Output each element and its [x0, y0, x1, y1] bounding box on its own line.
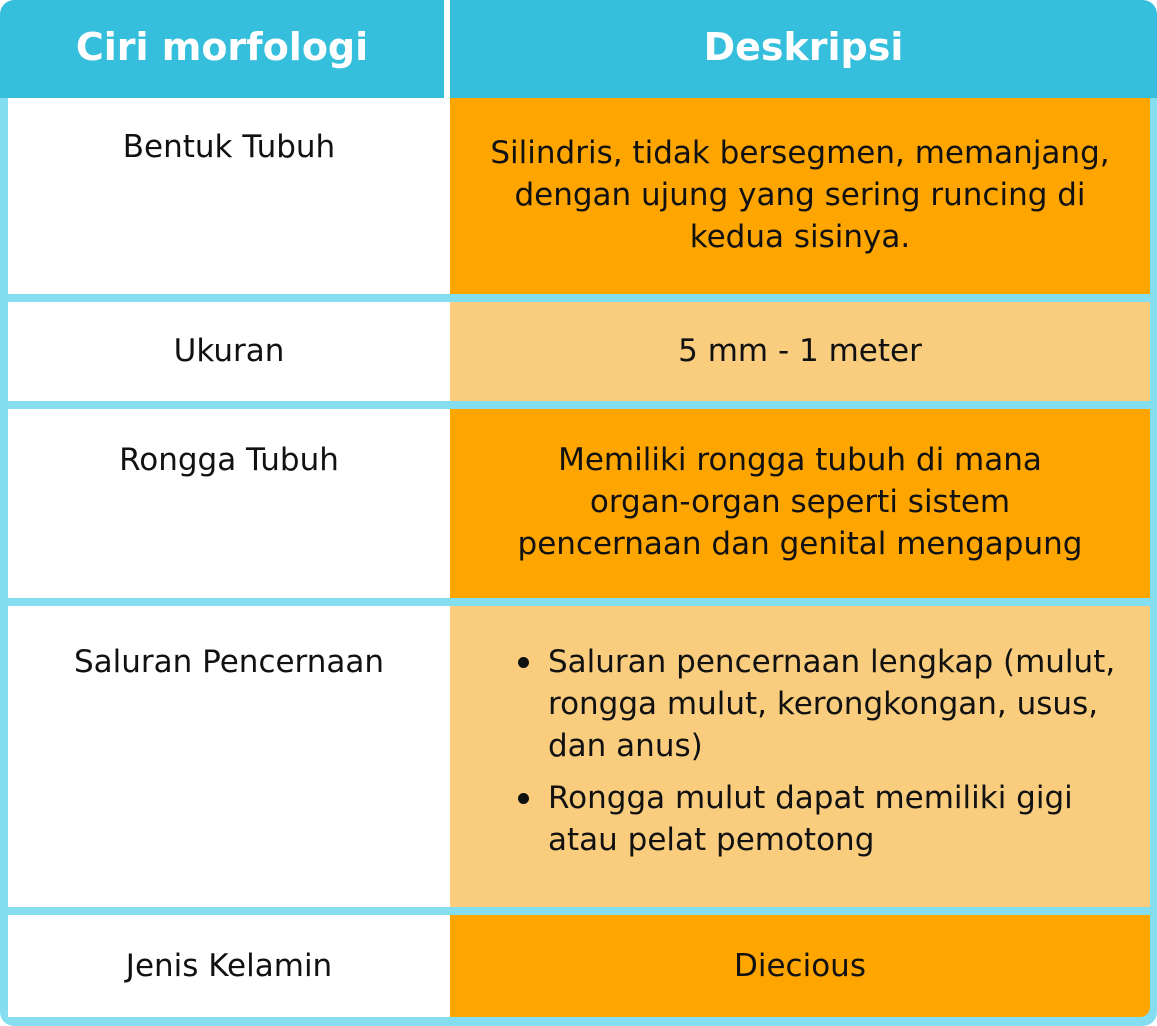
- desc-line: Diecious: [734, 948, 866, 984]
- desc-line: dengan ujung yang sering runcing di: [514, 177, 1086, 213]
- header-ciri-morfologi: Ciri morfologi: [0, 0, 444, 98]
- row-label-ukuran: [8, 302, 450, 401]
- row-label-saluran-pencernaan: [8, 606, 450, 907]
- row-label-jenis-kelamin: [8, 915, 450, 1017]
- desc-line: Memiliki rongga tubuh di mana: [558, 442, 1042, 478]
- bullet-line: dan anus): [548, 728, 703, 764]
- table-header: [0, 0, 1157, 98]
- row-label-bentuk-tubuh: [8, 98, 450, 294]
- desc-line: 5 mm - 1 meter: [678, 333, 922, 369]
- label-text: Jenis Kelamin: [125, 948, 333, 984]
- bullet-item: [480, 641, 1140, 767]
- row-label-rongga-tubuh: [8, 409, 450, 598]
- bullet-line: Saluran pencernaan lengkap (mulut,: [548, 644, 1116, 680]
- desc-line: kedua sisinya.: [689, 219, 911, 255]
- bullet-list: [480, 641, 1140, 861]
- bullet-item: [480, 777, 1140, 861]
- label-text: Bentuk Tubuh: [122, 129, 336, 165]
- row-desc-saluran-pencernaan: [450, 606, 1150, 907]
- desc-line: pencernaan dan genital mengapung: [517, 526, 1083, 562]
- bullet-line: atau pelat pemotong: [548, 822, 875, 858]
- label-text: Saluran Pencernaan: [73, 644, 385, 680]
- desc-line: organ-organ seperti sistem: [589, 484, 1011, 520]
- row-desc-rongga-tubuh: [450, 409, 1150, 598]
- label-text: Ukuran: [173, 333, 285, 369]
- header-deskripsi: Deskripsi: [450, 0, 1157, 98]
- row-desc-bentuk-tubuh: [450, 98, 1150, 294]
- bullet-line: Rongga mulut dapat memiliki gigi: [548, 780, 1073, 816]
- desc-line: Silindris, tidak bersegmen, memanjang,: [490, 135, 1110, 171]
- row-desc-jenis-kelamin: [450, 915, 1150, 1017]
- label-text: Rongga Tubuh: [119, 442, 339, 478]
- bullet-line: rongga mulut, kerongkongan, usus,: [548, 686, 1099, 722]
- row-desc-ukuran: [450, 302, 1150, 401]
